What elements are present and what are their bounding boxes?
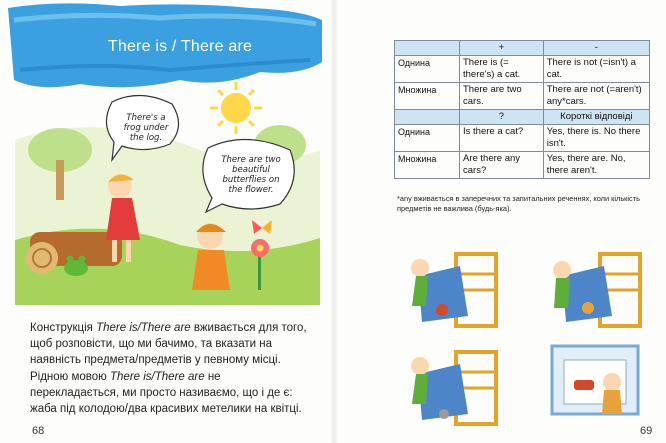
page-number: 69 bbox=[640, 425, 653, 437]
table-row: Множина There are two cars. There are not (=aren't) any*cars. bbox=[395, 83, 650, 110]
bed-illustration bbox=[398, 236, 508, 331]
footnote: *any вживається в заперечних та запитальних реченнях, коли кількість предметів не важлива (будь-яка). bbox=[397, 194, 640, 213]
speech-bubble-butterflies: There are two beautiful butterflies on the flower. bbox=[221, 155, 281, 195]
table-header: ? Короткі відповіді bbox=[395, 110, 650, 125]
bed-illustration bbox=[540, 236, 650, 331]
page-title: There is / There are bbox=[107, 38, 253, 55]
window-illustration bbox=[540, 334, 650, 429]
speech-bubble-frog: There's a frog under the log. bbox=[123, 113, 169, 143]
right-page bbox=[334, 0, 666, 443]
page-number: 68 bbox=[32, 425, 45, 437]
table-row: Однина There is (= there's) a cat. There is not (=isn't) a cat. bbox=[395, 56, 650, 83]
table-row: Однина Is there a cat? Yes, there is. No there isn't. bbox=[395, 125, 650, 152]
table-row: Множина Are there any cars? Yes, there are. No, there aren't. bbox=[395, 152, 650, 179]
bed-illustration bbox=[398, 334, 508, 429]
grammar-table bbox=[394, 40, 650, 179]
table-header: + - bbox=[395, 41, 650, 56]
sun-icon bbox=[210, 82, 262, 134]
explanation-paragraph: Конструкція There is/There are вживається для того, щоб розповісти, що ми бачимо, та вказати на наявність предмета/предметів у певному місці. Рідною мовою There is/There are не перекладається, ми просто називаємо, що і де є: жаба під колодою/два красивих метелики на квітці. bbox=[30, 322, 307, 416]
